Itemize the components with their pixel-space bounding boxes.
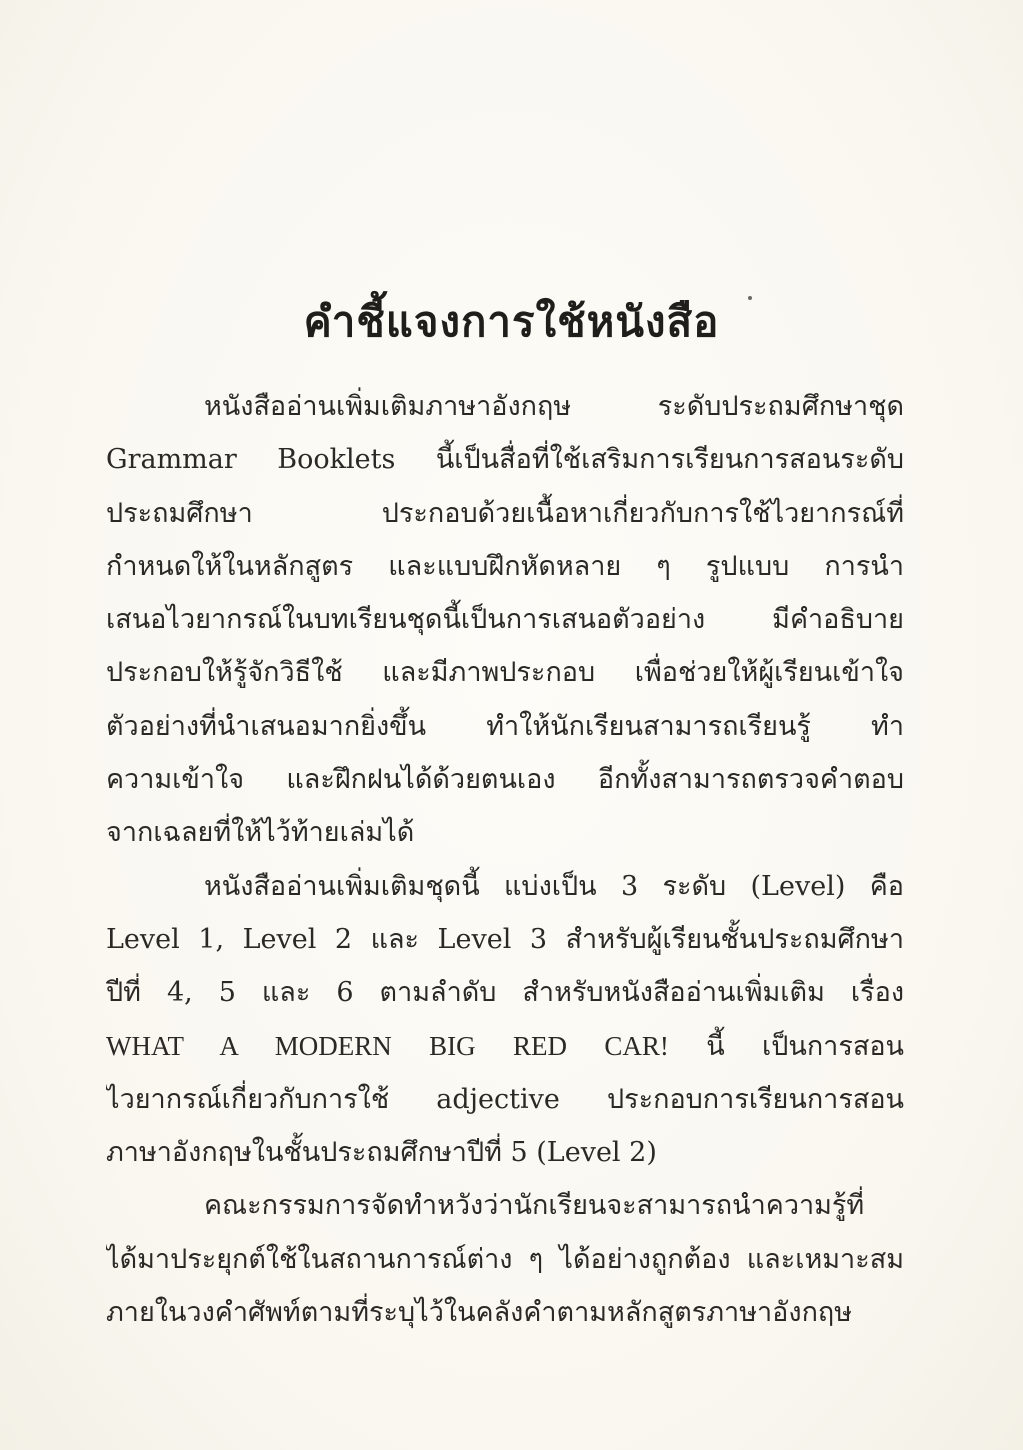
title-dot-mark <box>748 296 752 300</box>
text-line: ไวยากรณ์เกี่ยวกับการใช้ adjective ประกอบการเรียนการสอน <box>106 1083 904 1115</box>
text-line: ประกอบให้รู้จักวิธีใช้ และมีภาพประกอบ เพื่อช่วยให้ผู้เรียนเข้าใจ <box>106 657 904 689</box>
text-line: คณะกรรมการจัดทำหวังว่านักเรียนจะสามารถนำความรู้ที่ <box>204 1190 865 1222</box>
body-text <box>106 380 904 1339</box>
text-line: ตัวอย่างที่นำเสนอมากยิ่งขึ้น ทำให้นักเรียนสามารถเรียนรู้ ทำ <box>106 710 904 742</box>
text-line: ภาษาอังกฤษในชั้นประถมศึกษาปีที่ 5 (Level 2) <box>106 1137 657 1169</box>
text-line: ภายในวงคำศัพท์ตามที่ระบุไว้ในคลังคำตามหลักสูตรภาษาอังกฤษ <box>106 1297 853 1329</box>
text-line: WHAT A MODERN BIG RED CAR! นี้ เป็นการสอน <box>106 1030 904 1061</box>
paragraph-levels <box>106 860 904 1180</box>
text-line: Grammar Booklets นี้เป็นสื่อที่ใช้เสริมการเรียนการสอนระดับ <box>106 444 904 476</box>
text-line: จากเฉลยที่ให้ไว้ท้ายเล่มได้ <box>106 817 415 849</box>
text-line: หนังสืออ่านเพิ่มเติมชุดนี้ แบ่งเป็น 3 ระดับ (Level) คือ <box>204 870 904 902</box>
page-title: คำชี้แจงการใช้หนังสือ <box>303 297 720 347</box>
text-line: Level 1, Level 2 และ Level 3 สำหรับผู้เรียนชั้นประถมศึกษา <box>106 923 904 955</box>
paragraph-closing <box>106 1179 904 1339</box>
text-line: ประถมศึกษา ประกอบด้วยเนื้อหาเกี่ยวกับการใช้ไวยากรณ์ที่ <box>106 497 904 529</box>
text-line: หนังสืออ่านเพิ่มเติมภาษาอังกฤษ ระดับประถมศึกษาชุด <box>204 391 904 422</box>
text-line: ปีที่ 4, 5 และ 6 ตามลำดับ สำหรับหนังสืออ่านเพิ่มเติม เรื่อง <box>106 977 904 1009</box>
text-line: ได้มาประยุกต์ใช้ในสถานการณ์ต่าง ๆ ได้อย่างถูกต้อง และเหมาะสม <box>106 1243 904 1275</box>
paragraph-intro <box>106 380 904 860</box>
text-line: กำหนดให้ในหลักสูตร และแบบฝึกหัดหลาย ๆ รูปแบบ การนำ <box>106 550 904 582</box>
text-line: เสนอไวยากรณ์ในบทเรียนชุดนี้เป็นการเสนอตัวอย่าง มีคำอธิบาย <box>106 604 904 636</box>
text-line: ความเข้าใจ และฝึกฝนได้ด้วยตนเอง อีกทั้งสามารถตรวจคำตอบ <box>106 764 904 796</box>
